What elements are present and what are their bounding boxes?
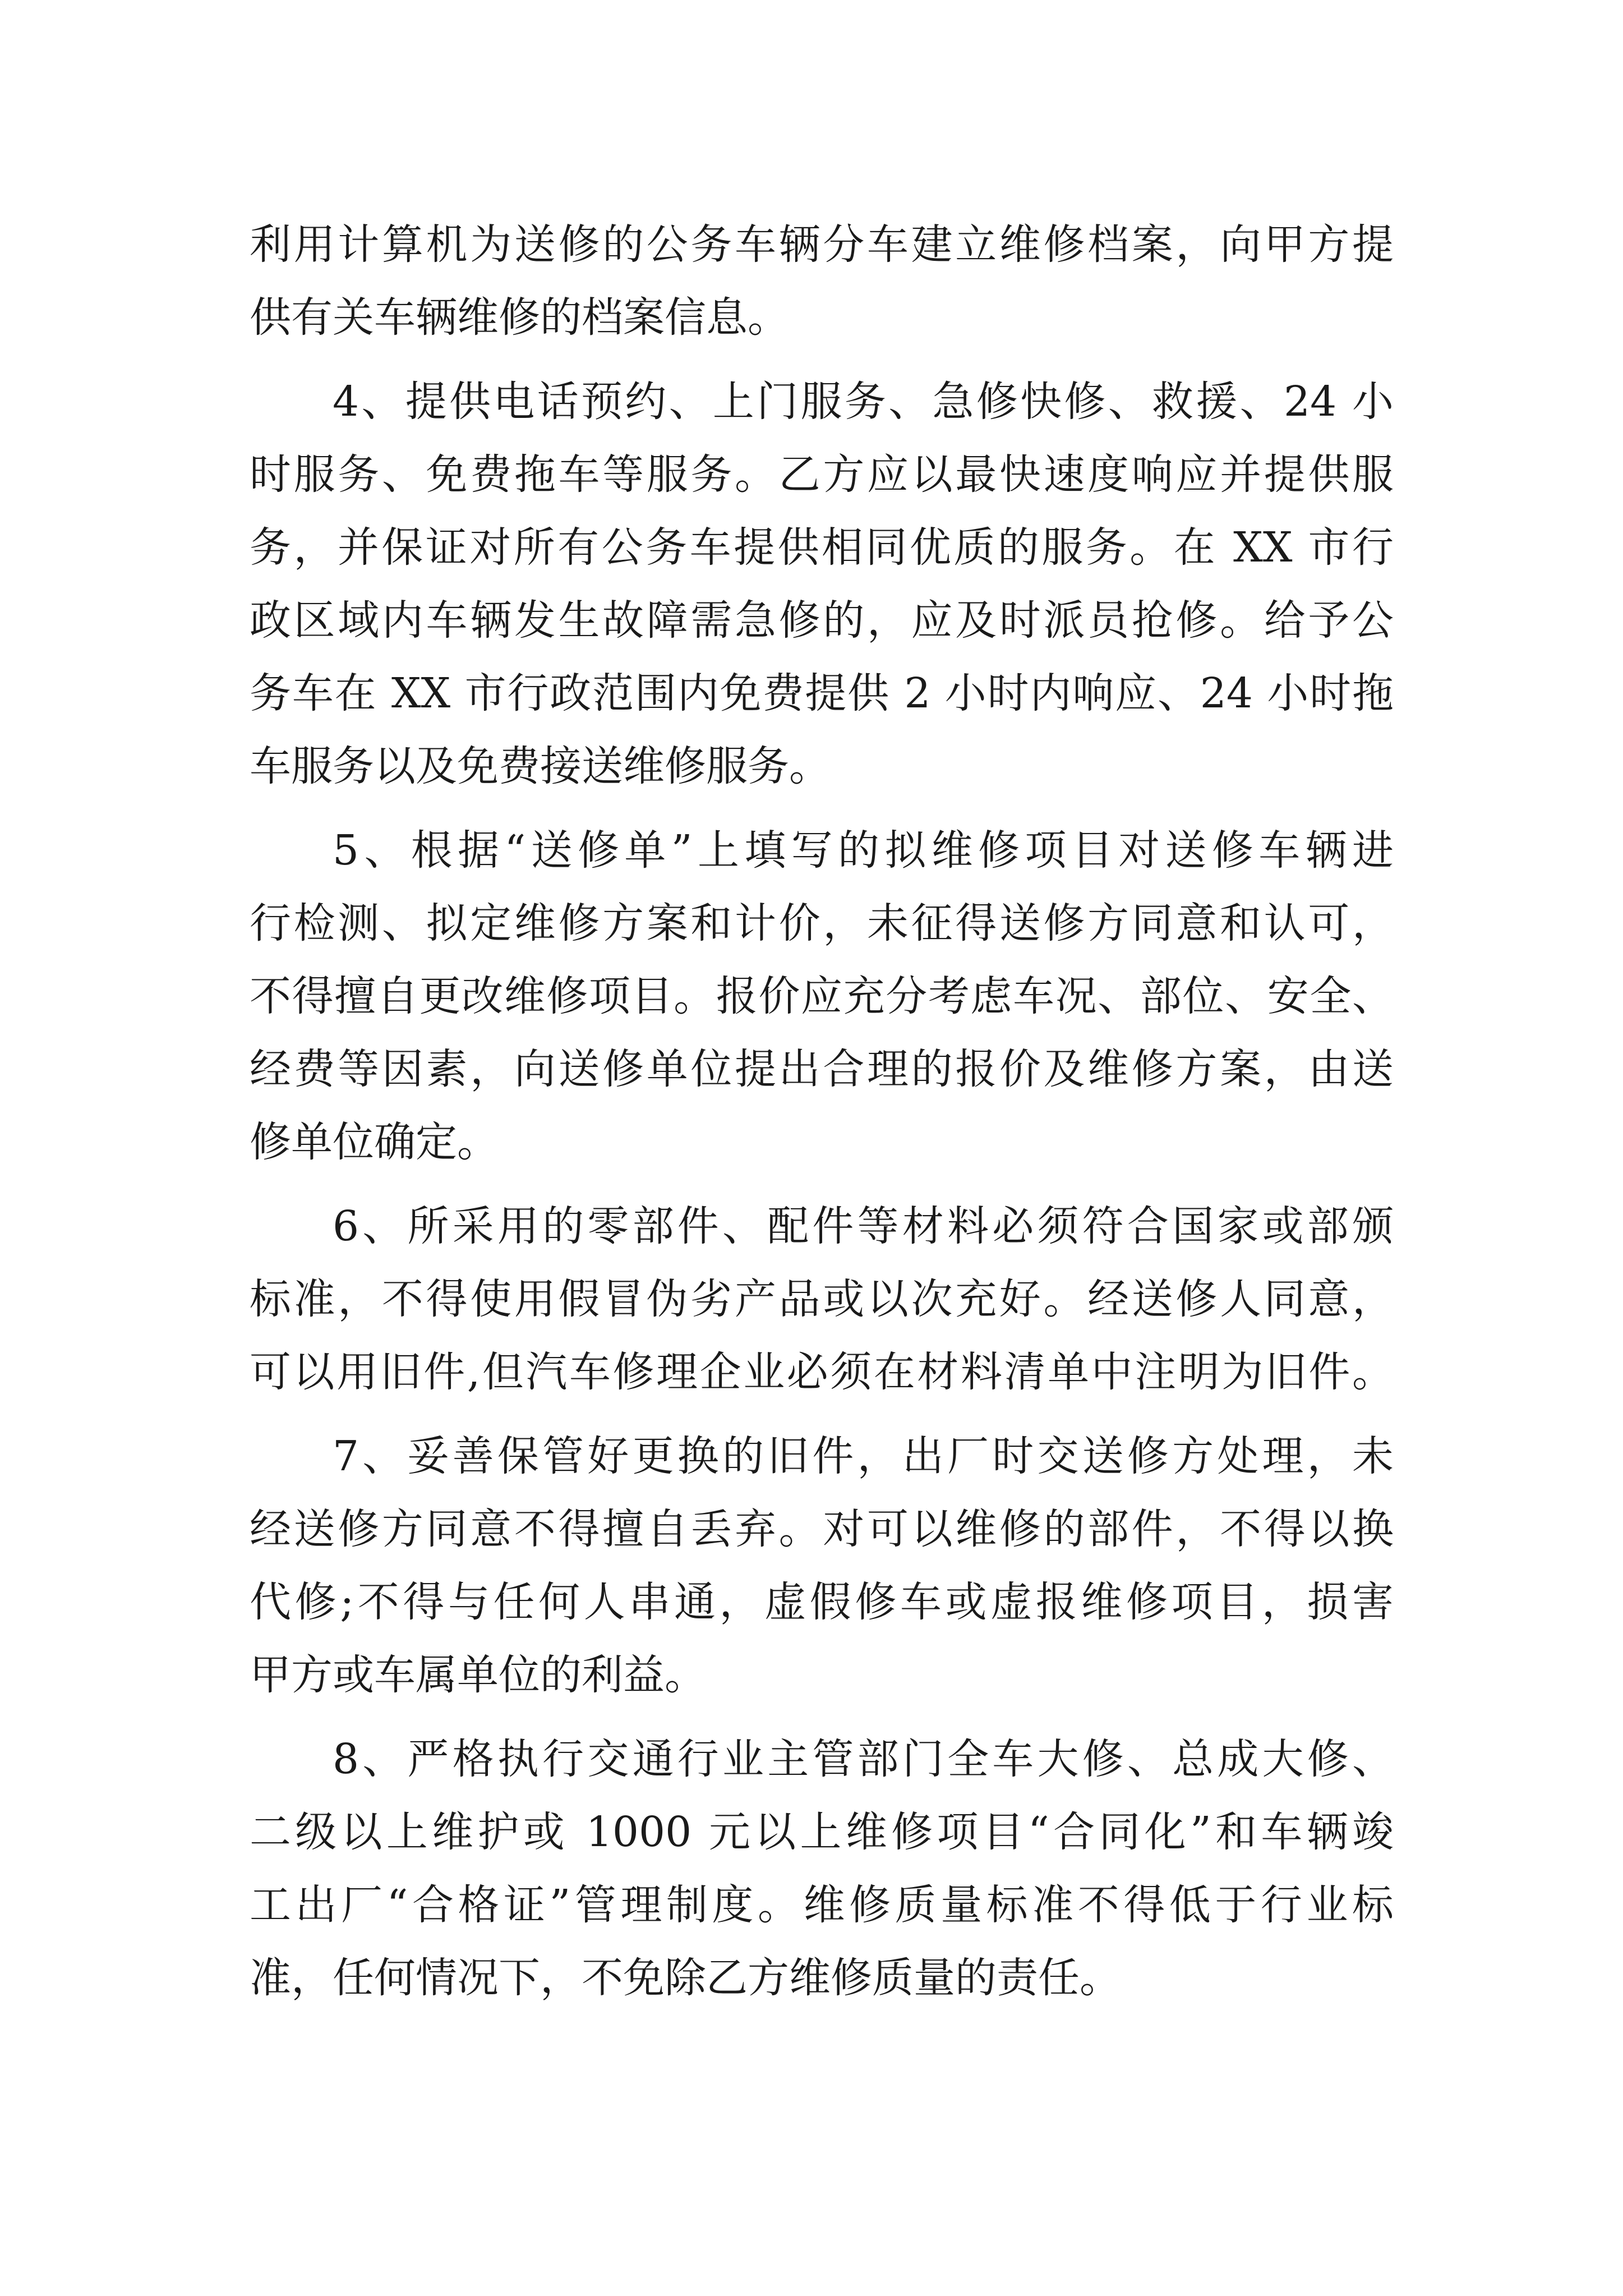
text-line: 标准，不得使用假冒伪劣产品或以次充好。经送修人同意， <box>250 1275 1394 1323</box>
text-line: 供有关车辆维修的档案信息。 <box>250 293 789 342</box>
text-line: 代修;不得与任何人串通，虚假修车或虚报维修项目，损害 <box>250 1578 1394 1626</box>
text-line: 甲方或车属单位的利益。 <box>250 1651 706 1699</box>
text-line: 经送修方同意不得擅自丢弃。对可以维修的部件，不得以换 <box>250 1505 1394 1553</box>
text-line: 务，并保证对所有公务车提供相同优质的服务。在 XX 市行 <box>250 523 1394 572</box>
paragraph-6-first-line: 6、所采用的零部件、配件等材料必须符合国家或部颁 <box>333 1202 1394 1250</box>
text-line: 不得擅自更改维修项目。报价应充分考虑车况、部位、安全、 <box>250 972 1394 1020</box>
paragraph-4-first-line: 4、提供电话预约、上门服务、急修快修、救援、24 小 <box>333 378 1394 426</box>
text-line: 工出厂“合格证”管理制度。维修质量标准不得低于行业标 <box>250 1881 1394 1929</box>
text-line: 车服务以及免费接送维修服务。 <box>250 742 831 790</box>
paragraph-5-first-line: 5、根据“送修单”上填写的拟维修项目对送修车辆进 <box>333 826 1394 875</box>
text-line: 修单位确定。 <box>250 1118 499 1166</box>
text-line: 务车在 XX 市行政范围内免费提供 2 小时内响应、24 小时拖 <box>250 669 1394 717</box>
text-line: 行检测、拟定维修方案和计价，未征得送修方同意和认可， <box>250 899 1394 947</box>
text-line: 时服务、免费拖车等服务。乙方应以最快速度响应并提供服 <box>250 450 1394 499</box>
paragraph-7-first-line: 7、妥善保管好更换的旧件，出厂时交送修方处理，未 <box>333 1432 1394 1480</box>
text-line: 二级以上维护或 1000 元以上维修项目“合同化”和车辆竣 <box>250 1808 1394 1856</box>
text-line: 准，任何情况下，不免除乙方维修质量的责任。 <box>250 1954 1121 2002</box>
text-line: 政区域内车辆发生故障需急修的，应及时派员抢修。给予公 <box>250 596 1394 645</box>
text-line: 经费等因素，向送修单位提出合理的报价及维修方案，由送 <box>250 1045 1394 1093</box>
text-line: 利用计算机为送修的公务车辆分车建立维修档案，向甲方提 <box>250 220 1394 269</box>
paragraph-8-first-line: 8、严格执行交通行业主管部门全车大修、总成大修、 <box>333 1735 1394 1783</box>
text-line: 可以用旧件,但汽车修理企业必须在材料清单中注明为旧件。 <box>250 1348 1394 1396</box>
